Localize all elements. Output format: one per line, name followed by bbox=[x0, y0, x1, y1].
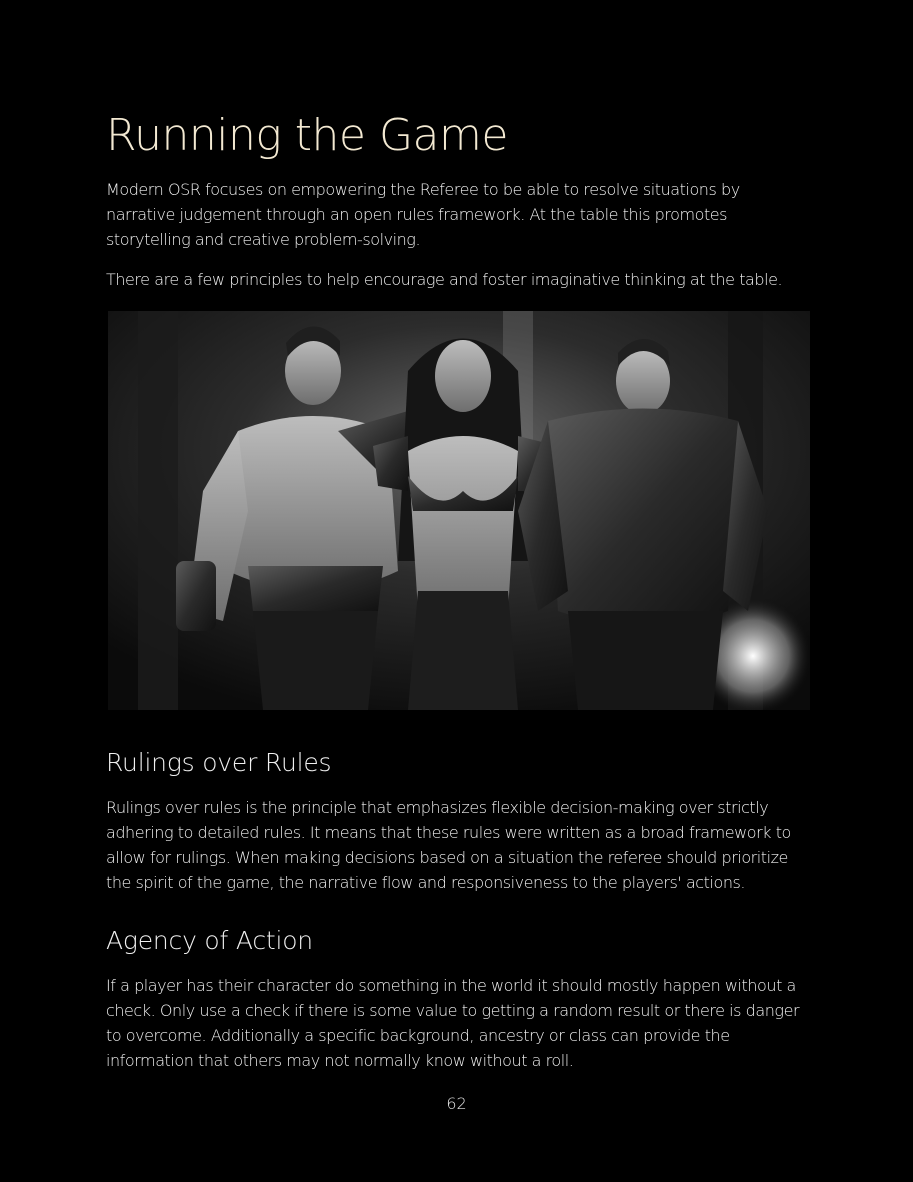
page-number: 62 bbox=[446, 1094, 467, 1113]
section-heading-rulings-over-rules: Rulings over Rules bbox=[106, 748, 332, 777]
intro-paragraph-1: Modern OSR focuses on empowering the Referee to be able to resolve situations by narrative judgement through an open rules framework. At the table this promotes storytelling and creative problem-solving. bbox=[106, 180, 740, 249]
adventurers-illustration bbox=[108, 311, 810, 710]
page-title: Running the Game bbox=[106, 110, 508, 161]
section-body-rulings-over-rules: Rulings over rules is the principle that emphasizes flexible decision-making over strictly adhering to detailed rules. It means that these rules were written as a broad framework to allow for rulings. When making decisions based on a situation the referee should prioritize the spirit of the game, the narrative flow and responsiveness to the players' actions. bbox=[106, 798, 791, 892]
section-body-agency-of-action: If a player has their character do something in the world it should mostly happen without a check. Only use a check if there is some value to getting a random result or there is danger to overcome. Additionally a specific background, ancestry or class can provide the information that others may not normally know without a roll. bbox=[106, 976, 800, 1070]
intro-paragraph-2: There are a few principles to help encourage and foster imaginative thinking at the table. bbox=[106, 270, 783, 289]
section-heading-agency-of-action: Agency of Action bbox=[106, 926, 313, 955]
